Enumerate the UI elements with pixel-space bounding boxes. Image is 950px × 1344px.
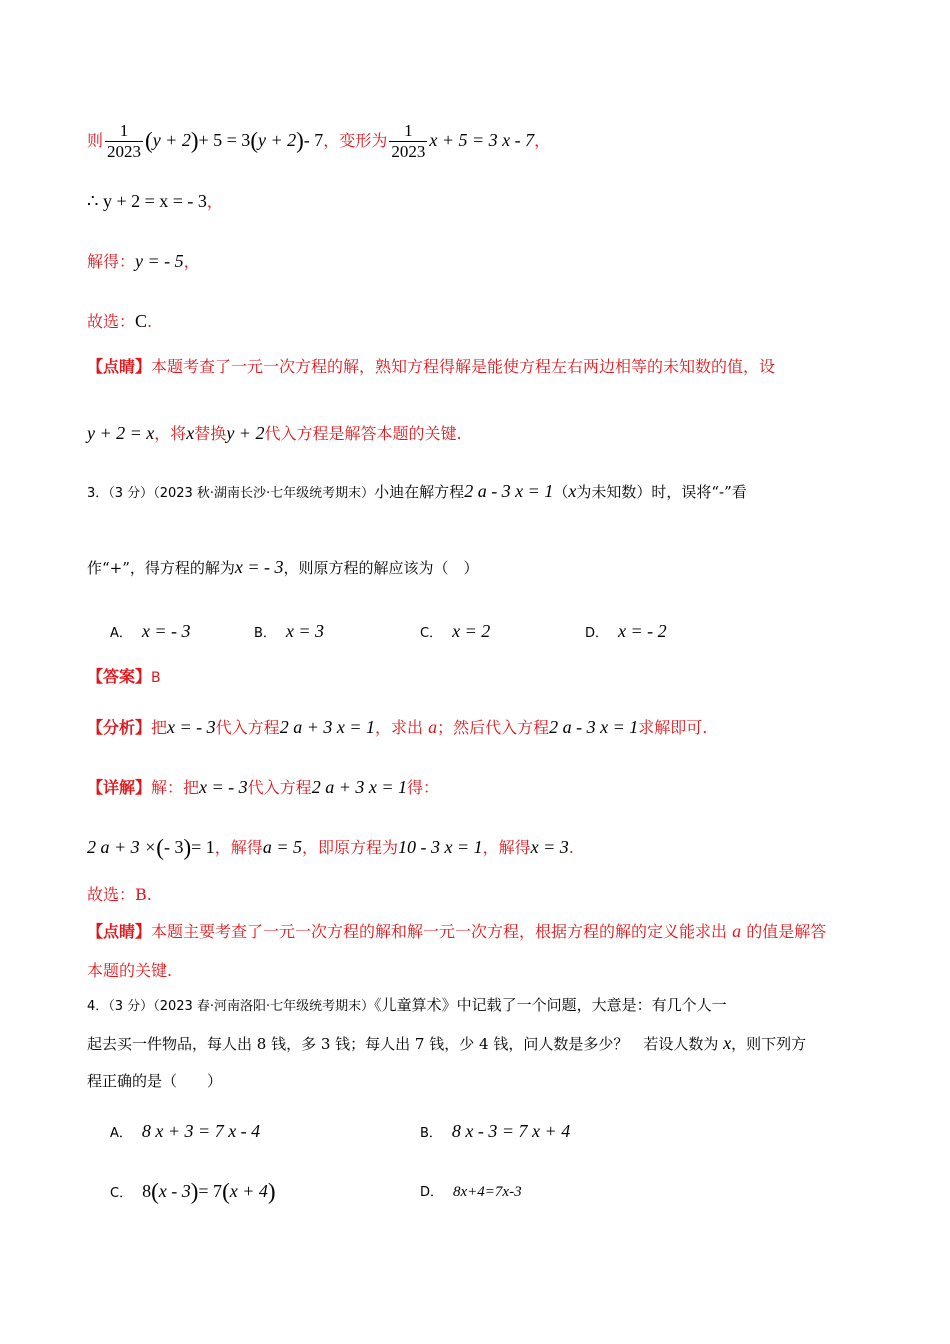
dianjing-1: 【点睛】本题考查了一元一次方程的解，熟知方程得解是能使方程左右两边相等的未知数的值，设 [87,357,776,376]
q4-option-a[interactable]: A． 8 x + 3 = 7 x - 4 [110,1121,261,1141]
question-number: 3． [87,486,109,501]
question-source: （2023 秋·湖南长沙·七年级统考期末） [153,486,375,501]
q3-option-c[interactable]: C． x = 2 [420,621,491,641]
q3-detail: 【详解】解：把x = - 3代入方程2 a + 3 x = 1得： [87,777,439,797]
q3-answer: 【答案】B [87,667,161,686]
selected-option: C [135,311,148,331]
q4-option-b[interactable]: B． 8 x - 3 = 7 x + 4 [420,1121,571,1141]
q3-option-b[interactable]: B． x = 3 [254,621,325,641]
fraction-1-2023: $\frac{1}{2023}$ [107,121,142,161]
solution-line-1: 则 $\frac{1}{2023}$ (y + 2)+ 5 = 3(y + 2)- 7，变形为 $\frac{1}{2023}$ x + 5 = 3 x - 7， [87,121,551,161]
fraction-1-2023-b: $\frac{1}{2023}$ [391,121,426,161]
solution-line-3: 解得：y = - 5， [87,251,200,271]
bianxing-text: 变形为 [339,131,388,150]
question-3-stem-2: 作“+”，得方程的解为x = - 3，则原方程的解应该为（ ） [87,557,479,577]
dianjing-1-line-2: y + 2 = x，将x替换y + 2代入方程是解答本题的关键. [87,423,462,443]
q3-dianjing: 【点睛】本题主要考查了一元一次方程的解和解一元一次方程，根据方程的解的定义能求出 a 的值是解答 [87,921,827,941]
question-4-stem-3: 程正确的是（ ） [87,1072,223,1090]
q4-option-d[interactable]: D． 8x+4=7x-3 [420,1184,522,1200]
therefore-equation: ∴ y + 2 = x = - 3 [87,191,207,211]
equation-transformed: x + 5 = 3 x - 7 [429,130,535,150]
solution-line-2: ∴ y + 2 = x = - 3， [87,191,223,211]
q3-select: 故选：B. [87,885,152,904]
dianjing-tag: 【点睛】 [87,357,152,376]
question-4-stem: 4．（3 分）（2023 春·河南洛阳·七年级统考期末）《儿童算术》中记载了一个问题，大意是：有几个人一 [87,996,727,1014]
question-4-stem-2: 起去买一件物品，每人出 8 钱，多 3 钱；每人出 7 钱，少 4 钱，问人数是多少？ 若设人数为 x，则下列方 [87,1033,807,1053]
equation-part: (y + 2)+ 5 = 3(y + 2)- 7 [145,128,324,153]
question-number: 4． [87,999,109,1014]
q3-calculation: 2 a + 3 ×(- 3)= 1，解得a = 5，即原方程为10 - 3 x = 1，解得x = 3. [87,835,574,860]
solution-line-4: 故选：C. [87,311,153,331]
y-result: y = - 5 [135,251,184,271]
question-source: （2023 春·河南洛阳·七年级统考期末） [153,999,375,1014]
q4-option-c[interactable]: C． 8(x - 3)= 7(x + 4) [110,1179,276,1204]
q3-dianjing-line-2: 本题的关键. [87,961,173,980]
question-3-stem: 3．（3 分）（2023 秋·湖南长沙·七年级统考期末）小迪在解方程2 a - 3 x = 1（x为未知数）时，误将“-”看 [87,481,747,501]
ze-text: 则 [87,131,104,150]
q3-option-a[interactable]: A． x = - 3 [110,621,191,641]
q3-option-d[interactable]: D． x = - 2 [585,621,667,641]
q3-analysis: 【分析】把x = - 3代入方程2 a + 3 x = 1，求出 a；然后代入方程2 a - 3 x = 1求解即可. [87,717,708,737]
